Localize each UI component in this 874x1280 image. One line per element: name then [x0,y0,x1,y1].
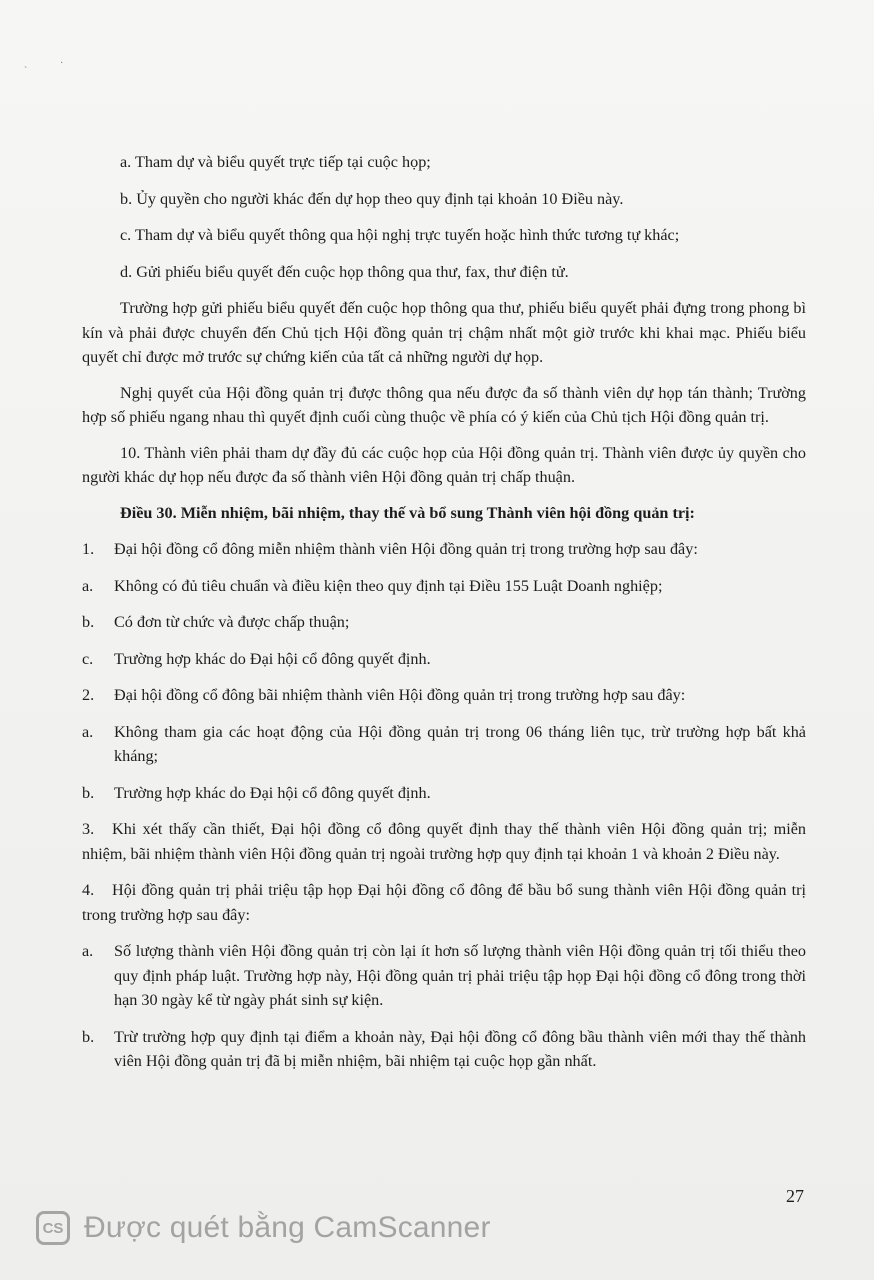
document-body [82,150,806,1086]
list-item [82,720,806,769]
item-label: b. [82,783,95,802]
item-label: 2. [82,686,95,704]
list-item [82,574,806,599]
scan-speck: · [60,58,64,69]
camscanner-watermark [36,1206,491,1250]
item-text: Đại hội đồng cổ đông miễn nhiệm thành viên Hội đồng quản trị trong trường hợp sau đây: [114,540,698,558]
item-label: b. [82,613,95,631]
clause-4 [82,878,806,927]
item-text: Trừ trường hợp quy định tại điểm a khoản này, Đại hội đồng cổ đông bầu thành viên mới thay thế thành viên Hội đồng quản trị đã bị miễn nhiệm, bãi nhiệm tại cuộc họp gần nhất. [114,1027,806,1070]
item-text: Đại hội đồng cổ đông bãi nhiệm thành viên Hội đồng quản trị trong trường hợp sau đây: [114,686,686,704]
page-number: 27 [786,1186,804,1206]
item-text: Có đơn từ chức và được chấp thuận; [114,613,350,631]
intro-item-b: b. Ủy quyền cho người khác đến dự họp theo quy định tại khoản 10 Điều này. [120,189,624,208]
scan-speck: ` [24,66,28,77]
list-item [82,1025,806,1074]
item-text: Không tham gia các hoạt động của Hội đồng quản trị trong 06 tháng liên tục, trừ trường hợp bất khả kháng; [114,722,806,765]
item-text: Không có đủ tiêu chuẩn và điều kiện theo quy định tại Điều 155 Luật Doanh nghiệp; [114,576,663,595]
paragraph-mail-vote: Trường hợp gửi phiếu biểu quyết đến cuộc họp thông qua thư, phiếu biểu quyết phải đựng trong phong bì kín và phải được chuyển đến Chủ tịch Hội đồng quản trị chậm nhất một giờ trước khi khai mạc. Phiếu biểu quyết chỉ được mở trước sự chứng kiến của tất cả những người dự họp. [82,299,806,366]
list-item [82,647,806,672]
item-text: Khi xét thấy cần thiết, Đại hội đồng cổ đông quyết định thay thế thành viên Hội đồng quản trị; miễn nhiệm, bãi nhiệm thành viên Hội đồng quản trị ngoài trường hợp quy định tại khoản 1 và khoản 2 Điều này. [82,820,806,863]
item-text: Trường hợp khác do Đại hội cổ đông quyết định. [114,649,431,668]
intro-item-d: d. Gửi phiếu biểu quyết đến cuộc họp thông qua thư, fax, thư điện tử. [120,262,569,281]
camscanner-text: Được quét bằng CamScanner [84,1211,491,1244]
clause-3 [82,817,806,866]
item-text: Số lượng thành viên Hội đồng quản trị còn lại ít hơn số lượng thành viên Hội đồng quản trị tối thiểu theo quy định pháp luật. Trường hợp này, Hội đồng quản trị phải triệu tập họp Đại hội đồng cổ đông trong thời hạn 30 ngày kể từ ngày phát sinh sự kiện. [114,942,806,1009]
intro-item-c: c. Tham dự và biểu quyết thông qua hội nghị trực tuyến hoặc hình thức tương tự khác; [120,226,680,244]
paragraph-resolution: Nghị quyết của Hội đồng quản trị được thông qua nếu được đa số thành viên dự họp tán thành; Trường hợp số phiếu ngang nhau thì quyết định cuối cùng thuộc về phía có ý kiến của Chủ tịch Hội đồng quản trị. [82,383,806,426]
list-item [82,610,806,635]
item-text: Trường hợp khác do Đại hội cổ đông quyết định. [114,783,431,802]
list-item [82,537,806,562]
intro-item-a: a. Tham dự và biểu quyết trực tiếp tại cuộc họp; [120,153,431,171]
item-label: 4. [82,881,95,899]
list-item [82,939,806,1013]
item-text: Hội đồng quản trị phải triệu tập họp Đại hội đồng cổ đông để bầu bổ sung thành viên Hội đồng quản trị trong trường hợp sau đây: [82,881,806,924]
list-item [82,781,806,806]
item-label: c. [82,649,94,668]
item-label: b. [82,1027,95,1046]
item-label: 1. [82,540,95,558]
paragraph-clause-10: 10. Thành viên phải tham dự đầy đủ các cuộc họp của Hội đồng quản trị. Thành viên được ủy quyền cho người khác dự họp nếu được đa số thành viên Hội đồng quản trị chấp thuận. [82,443,806,486]
article-30-heading: Điều 30. Miễn nhiệm, bãi nhiệm, thay thế và bổ sung Thành viên hội đồng quản trị: [120,503,695,522]
item-label: 3. [82,820,95,838]
item-label: a. [82,722,94,741]
item-label: a. [82,576,94,595]
camscanner-logo-icon: CS [36,1211,70,1245]
item-label: a. [82,942,94,960]
list-item [82,683,806,708]
